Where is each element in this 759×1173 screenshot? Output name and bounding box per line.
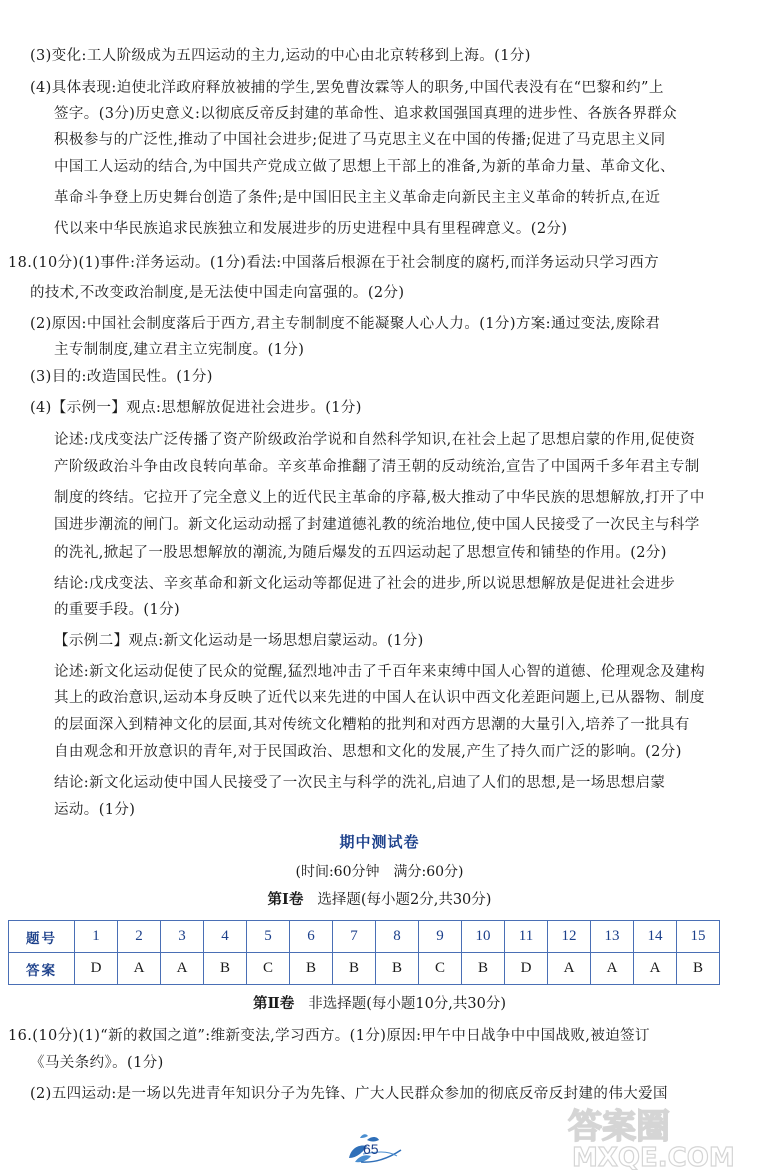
text-line: 的重要手段。(1分) [54, 602, 181, 618]
question-number-row [9, 921, 720, 953]
text-line: 自由观念和开放意识的青年,对于民国政治、思想和文化的发展,产生了持久而广泛的影响。(2分) [54, 744, 682, 760]
answer-header: 答案 [9, 953, 75, 985]
answer-cell: C [419, 953, 462, 985]
answer-row [9, 953, 720, 985]
text-line: 的技术,不改变政治制度,是无法使中国走向富强的。(2分) [30, 285, 405, 301]
answer-cell: B [290, 953, 333, 985]
section-2-title [0, 994, 759, 1014]
answer-cell: D [75, 953, 118, 985]
section-1-title [0, 890, 759, 910]
question-number-cell: 11 [505, 921, 548, 953]
question-number-cell: 5 [247, 921, 290, 953]
text-line: (3)变化:工人阶级成为五四运动的主力,运动的中心由北京转移到上海。(1分) [30, 48, 531, 64]
question-number-cell: 6 [290, 921, 333, 953]
text-line: 的洗礼,掀起了一股思想解放的潮流,为随后爆发的五四运动起了思想宣传和铺垫的作用。(2分) [54, 545, 667, 561]
text-line: 产阶级政治斗争由改良转向革命。辛亥革命推翻了清王朝的反动统治,宣告了中国两千多年君主专制 [54, 459, 700, 475]
text-line: (4)具体表现:迫使北洋政府释放被捕的学生,罢免曹汝霖等人的职务,中国代表没有在“巴黎和约”上 [30, 80, 664, 96]
question-number-cell: 2 [118, 921, 161, 953]
question-number-cell: 9 [419, 921, 462, 953]
answer-table [8, 920, 720, 985]
text-line: 运动。(1分) [54, 802, 136, 818]
exam-title: 期中测试卷 [339, 833, 420, 851]
text-line: 积极参与的广泛性,推动了中国社会进步;促进了马克思主义在中国的传播;促进了马克思主义同 [54, 132, 666, 148]
question-18: 18.(10分)(1)事件:洋务运动。(1分)看法:中国落后根源在于社会制度的腐朽,而洋务运动只学习西方 [8, 255, 660, 271]
watermark-url: MXQE.COM [572, 1143, 735, 1170]
question-number-cell: 13 [591, 921, 634, 953]
text-line: 【示例二】观点:新文化运动是一场思想启蒙运动。(1分) [54, 633, 424, 649]
question-number-cell: 10 [462, 921, 505, 953]
text-line: (3)目的:改造国民性。(1分) [30, 369, 213, 385]
text-line: (2)原因:中国社会制度落后于西方,君主专制制度不能凝聚人心人力。(1分)方案:通过变法,废除君 [30, 316, 661, 332]
section-2-text: 非选择题(每小题10分,共30分) [308, 996, 507, 1012]
question-number-cell: 4 [204, 921, 247, 953]
answer-cell: A [161, 953, 204, 985]
text-line: 论述:新文化运动促使了民众的觉醒,猛烈地冲击了千百年来束缚中国人心智的道德、伦理观念及建构 [54, 664, 705, 680]
text-line: 国进步潮流的闸门。新文化运动动摇了封建道德礼教的统治地位,使中国人民接受了一次民主与科学 [54, 517, 700, 533]
exam-subtitle: (时间:60分钟 满分:60分) [295, 864, 464, 880]
text-line: 结论:新文化运动使中国人民接受了一次民主与科学的洗礼,启迪了人们的思想,是一场思想启蒙 [54, 775, 666, 791]
answer-cell: B [376, 953, 419, 985]
page-number-badge [345, 1132, 415, 1166]
text-line: 签字。(3分)历史意义:以彻底反帝反封建的革命性、追求救国强国真理的进步性、各族各界群众 [54, 106, 678, 122]
text-line: (4)【示例一】观点:思想解放促进社会进步。(1分) [30, 400, 362, 416]
answer-cell: A [591, 953, 634, 985]
watermark-logo [560, 1098, 750, 1170]
question-number-cell: 8 [376, 921, 419, 953]
text-line: 代以来中华民族追求民族独立和发展进步的历史进程中具有里程碑意义。(2分) [54, 221, 568, 237]
text-line: (2)五四运动:是一场以先进青年知识分子为先锋、广大人民群众参加的彻底反帝反封建的伟大爱国 [30, 1086, 668, 1102]
question-number-cell: 15 [677, 921, 720, 953]
question-number-cell: 14 [634, 921, 677, 953]
section-2-label: 第Ⅱ卷 [252, 995, 295, 1012]
section-1-label: 第Ⅰ卷 [267, 891, 304, 908]
text-line: 《马关条约》。(1分) [30, 1055, 164, 1071]
question-number-cell: 7 [333, 921, 376, 953]
answer-cell: A [548, 953, 591, 985]
text-line: 中国工人运动的结合,为中国共产党成立做了思想上干部上的准备,为新的革命力量、革命文化、 [54, 159, 675, 175]
leaf-ornament-icon [345, 1132, 415, 1166]
text-line: 论述:戊戌变法广泛传播了资产阶级政治学说和自然科学知识,在社会上起了思想启蒙的作用,促使资 [54, 432, 696, 448]
text-line: 主专制制度,建立君主立宪制度。(1分) [54, 342, 305, 358]
text-line: 制度的终结。它拉开了完全意义上的近代民主革命的序幕,极大推动了中华民族的思想解放,打开了中 [54, 490, 705, 506]
text-line: 革命斗争登上历史舞台创造了条件;是中国旧民主主义革命走向新民主主义革命的转折点,在近 [54, 190, 661, 206]
question-16: 16.(10分)(1)“新的救国之道”:维新变法,学习西方。(1分)原因:甲午中日战争中中国战败,被迫签订 [8, 1028, 650, 1044]
answer-cell: B [677, 953, 720, 985]
text-line: 其上的政治意识,运动本身反映了近代以来先进的中国人在认识中西文化差距问题上,已从器物、制度 [54, 690, 705, 706]
question-number-header: 题号 [9, 921, 75, 953]
answer-cell: C [247, 953, 290, 985]
answer-cell: A [634, 953, 677, 985]
watermark-text: 答案圈 [568, 1107, 670, 1147]
section-1-text: 选择题(每小题2分,共30分) [317, 892, 492, 908]
text-line: 的层面深入到精神文化的层面,其对传统文化糟粕的批判和对西方思潮的大量引入,培养了一批具有 [54, 717, 690, 733]
question-number-cell: 12 [548, 921, 591, 953]
text-line: 结论:戊戌变法、辛亥革命和新文化运动等都促进了社会的进步,所以说思想解放是促进社会进步 [54, 576, 676, 592]
answer-cell: D [505, 953, 548, 985]
answer-cell: B [462, 953, 505, 985]
answer-cell: A [118, 953, 161, 985]
answer-cell: B [204, 953, 247, 985]
question-number-cell: 3 [161, 921, 204, 953]
answer-cell: B [333, 953, 376, 985]
question-number-cell: 1 [75, 921, 118, 953]
page-number: 65 [363, 1141, 379, 1157]
